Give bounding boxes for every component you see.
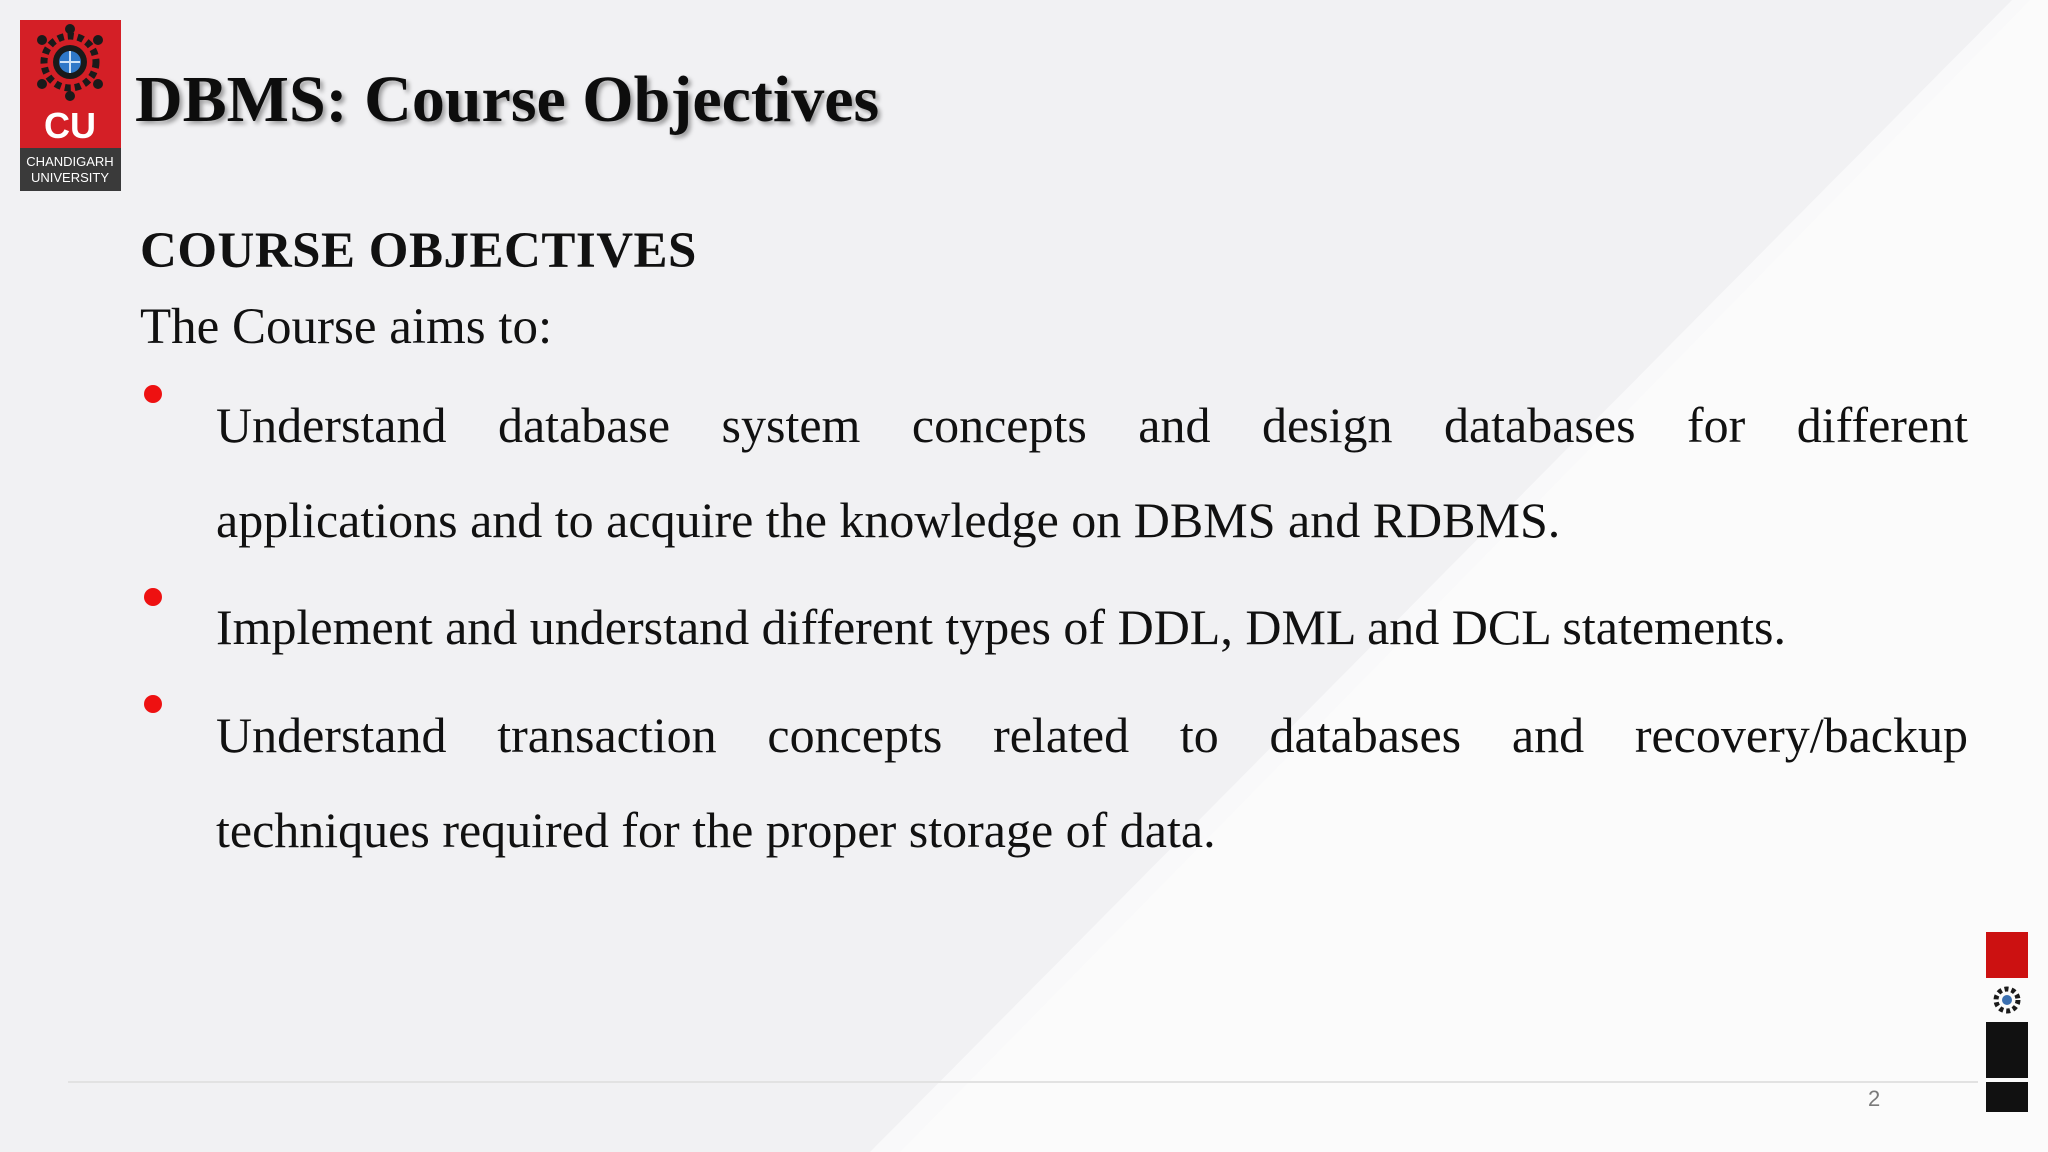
- bullet-line: Implement and understand different types of DDL, DML and DCL statements.: [216, 599, 1786, 655]
- slide-title: DBMS: Course Objectives: [135, 63, 880, 136]
- logo-initials: CU: [44, 105, 96, 146]
- bullet-item: [216, 688, 1968, 878]
- bullet-line: Understand transaction concepts related to databases and recovery/backup: [216, 707, 1968, 763]
- side-brand-mark: [1986, 932, 2028, 1112]
- gear-icon: [1996, 989, 2018, 1011]
- bullet-dot: [144, 385, 162, 403]
- university-logo: [20, 20, 121, 191]
- logo-name-line2: UNIVERSITY: [30, 170, 110, 185]
- bullet-line: techniques required for the proper storage of data.: [216, 802, 1216, 858]
- bullet-line: Understand database system concepts and design databases for different: [216, 397, 1968, 453]
- bullet-line: applications and to acquire the knowledge on DBMS and RDBMS.: [216, 492, 1561, 548]
- logo-name-line1: CHANDIGARH: [26, 154, 114, 169]
- bullet-dot: [144, 695, 162, 713]
- bullet-dot: [144, 588, 162, 606]
- footer-divider: [68, 1081, 1978, 1083]
- page-number: 2: [1868, 1086, 1881, 1111]
- section-heading: COURSE OBJECTIVES: [140, 223, 697, 279]
- bullet-item: [216, 378, 1968, 568]
- bullet-item: [216, 580, 1968, 675]
- intro-text: The Course aims to:: [140, 299, 553, 355]
